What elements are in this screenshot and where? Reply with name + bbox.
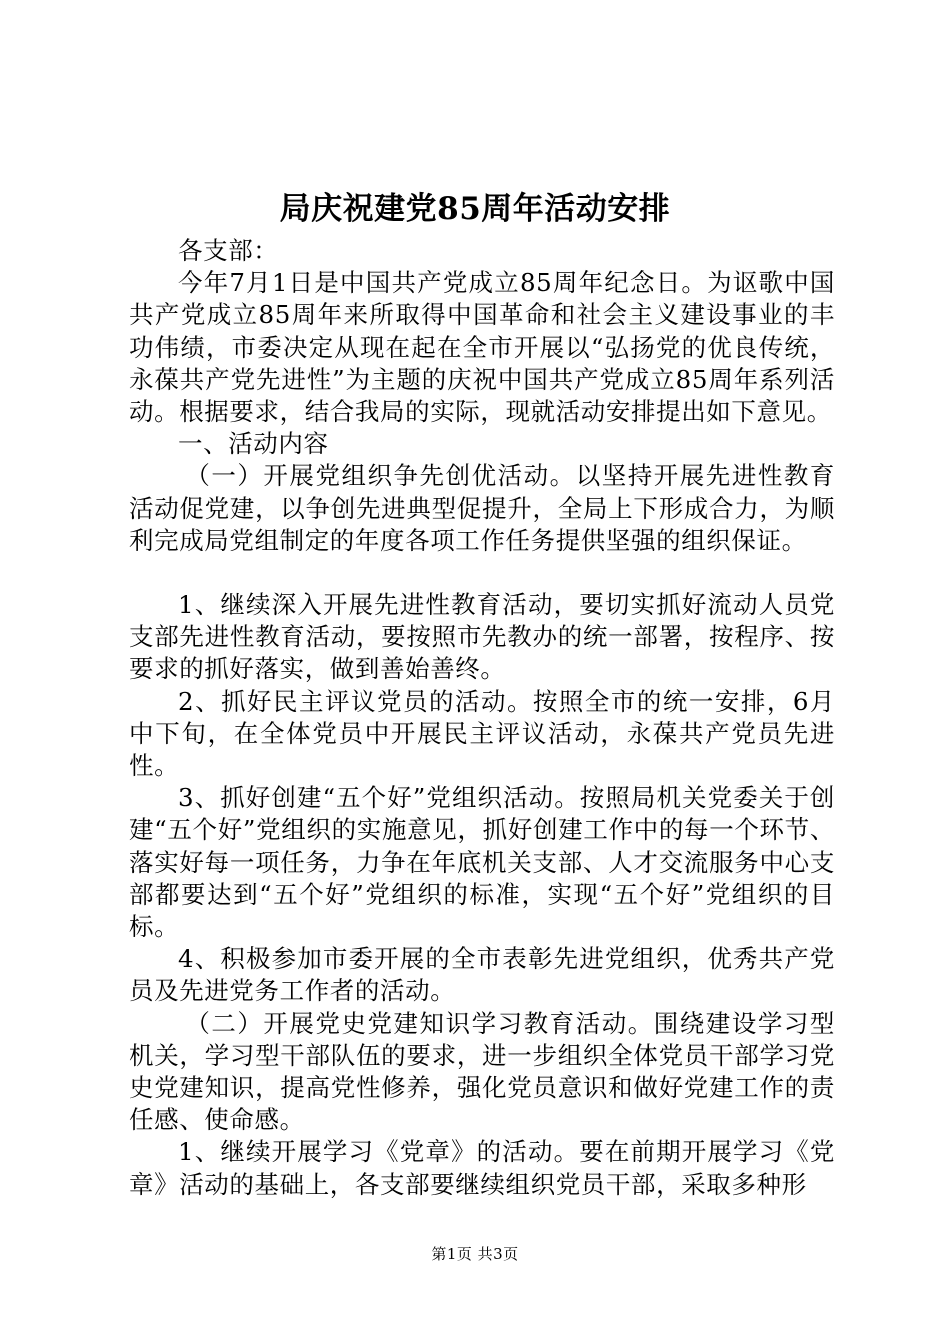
page-footer: 第1页 共3页 <box>431 1245 519 1263</box>
item-paragraph: 1、继续深入开展先进性教育活动，要切实抓好流动人员党支部先进性教育活动，要按照市先教办的统一部署，按程序、按要求的抓好落实，做到善始善终。 <box>129 590 835 684</box>
subsection-two-paragraph: （二）开展党史党建知识学习教育活动。围绕建设学习型机关，学习型干部队伍的要求，进一步组织全体党员干部学习党史党建知识，提高党性修养，强化党员意识和做好党建工作的责任感、使命感。 <box>129 1008 835 1135</box>
salutation: 各支部： <box>178 236 279 265</box>
item-paragraph: 1、继续开展学习《党章》的活动。要在前期开展学习《党章》活动的基础上，各支部要继续组织党员干部，采取多种形 <box>129 1137 835 1199</box>
subsection-one-paragraph: （一）开展党组织争先创优活动。以坚持开展先进性教育活动促党建，以争创先进典型促提升，全局上下形成合力，为顺利完成局党组制定的年度各项工作任务提供坚强的组织保证。 <box>129 461 835 555</box>
document-body <box>129 235 835 1201</box>
intro-paragraph: 今年7月1日是中国共产党成立85周年纪念日。为讴歌中国共产党成立85周年来所取得中国革命和社会主义建设事业的丰功伟绩，市委决定从现在起在全市开展以“弘扬党的优良传统，永葆共产党先进性”为主题的庆祝中国共产党成立85周年系列活动。根据要求，结合我局的实际，现就活动安排提出如下意见。 <box>129 268 835 427</box>
section-heading: 一、活动内容 <box>178 429 329 459</box>
document-title: 局庆祝建党85周年活动安排 <box>279 191 671 227</box>
item-paragraph: 4、积极参加市委开展的全市表彰先进党组织，优秀共产党员及先进党务工作者的活动。 <box>129 944 835 1006</box>
item-paragraph: 3、抓好创建“五个好”党组织活动。按照局机关党委关于创建“五个好”党组织的实施意见，抓好创建工作中的每一个环节、落实好每一项任务，力争在年底机关支部、人才交流服务中心支部都要达到“五个好”党组织的标准，实现“五个好”党组织的目标。 <box>129 783 835 942</box>
item-paragraph: 2、抓好民主评议党员的活动。按照全市的统一安排，6月中下旬，在全体党员中开展民主评议活动，永葆共产党员先进性。 <box>129 686 835 781</box>
